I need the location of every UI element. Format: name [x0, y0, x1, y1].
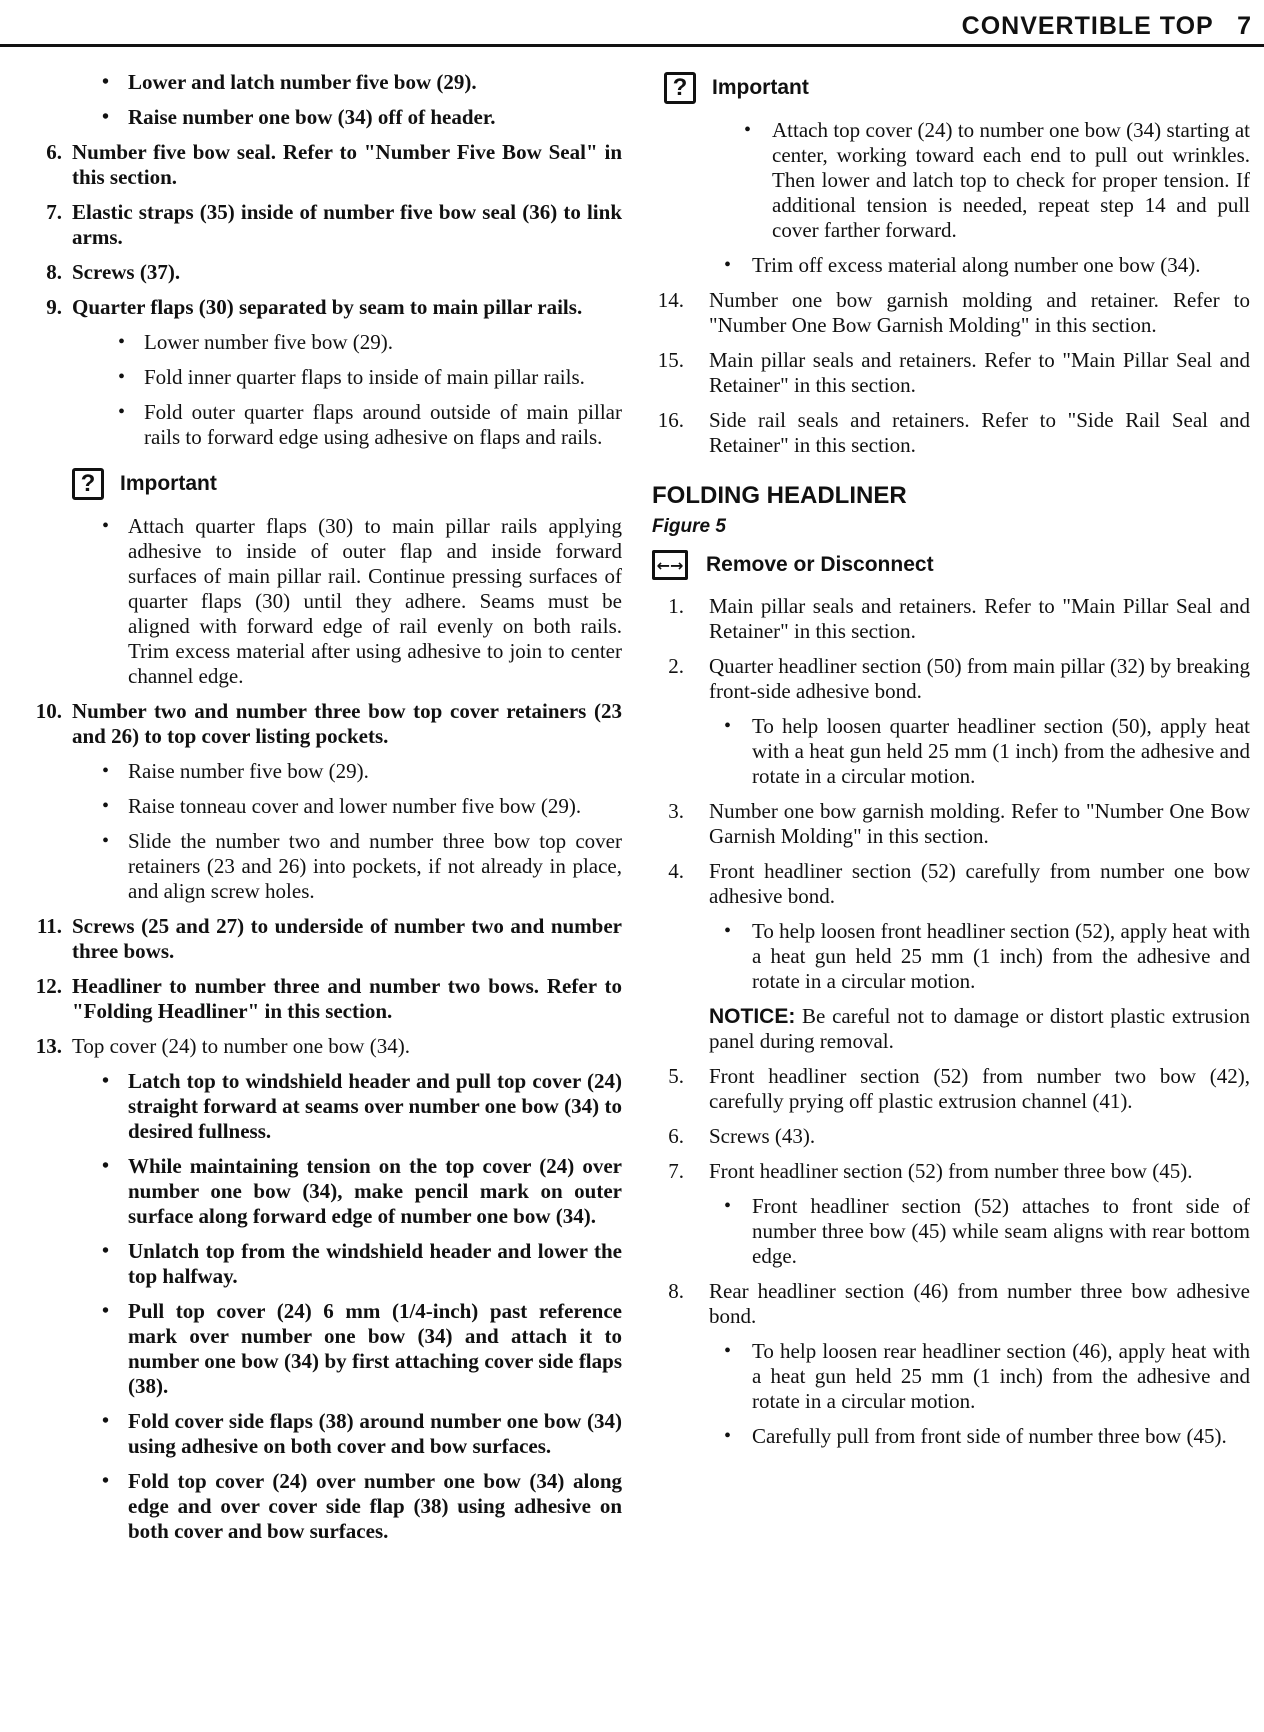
bullet-loosen-rear: • To help loosen rear headliner section (46), apply heat with a heat gun held 25 mm (1 inch) from the adhesive and rotate in a circular motion. — [652, 1339, 1250, 1414]
step-text: Headliner to number three and number two bows. Refer to "Folding Headliner" in this section. — [72, 974, 622, 1023]
step-15 — [652, 348, 1250, 398]
step-8 — [22, 260, 622, 285]
page-header-title: CONVERTIBLE TOP 7 — [961, 12, 1252, 40]
step-number: 6. — [668, 1124, 684, 1148]
step-number: 16. — [657, 408, 684, 432]
step-14 — [652, 288, 1250, 338]
bullet-loosen-quarter: • To help loosen quarter headliner section (50), apply heat with a heat gun held 25 mm (1 inch) from the adhesive and rotate in a circular motion. — [652, 714, 1250, 789]
step-number: 7. — [46, 200, 62, 224]
step-number: 3. — [668, 799, 684, 823]
remove-step-3 — [652, 799, 1250, 849]
bullet-fold-side-flaps: • Fold cover side flaps (38) around number one bow (34) using adhesive on both cover and bow surfaces. — [22, 1409, 622, 1459]
step-number: 8. — [668, 1279, 684, 1303]
important-callout — [72, 468, 622, 500]
step-text: Side rail seals and retainers. Refer to "Side Rail Seal and Retainer" in this section. — [709, 408, 1250, 457]
step-13 — [22, 1034, 622, 1059]
remove-step-1 — [652, 594, 1250, 644]
important-label: Important — [120, 472, 217, 495]
step-11 — [22, 914, 622, 964]
step-text: Front headliner section (52) carefully from number one bow adhesive bond. — [709, 859, 1250, 908]
step-12 — [22, 974, 622, 1024]
bullet-slide-retainers: • Slide the number two and number three bow top cover retainers (23 and 26) into pockets, if not already in place, and align screw holes. — [22, 829, 622, 904]
remove-label: Remove or Disconnect — [706, 553, 934, 576]
remove-step-6 — [652, 1124, 1250, 1149]
bullet-lower-latch-five: • Lower and latch number five bow (29). — [22, 70, 622, 95]
step-7 — [22, 200, 622, 250]
step-10 — [22, 699, 622, 749]
notice-paragraph — [652, 1004, 1250, 1054]
step-6 — [22, 140, 622, 190]
bullet-fold-inner-flaps: • Fold inner quarter flaps to inside of main pillar rails. — [22, 365, 622, 390]
step-text: Screws (43). — [709, 1124, 816, 1148]
step-text: Front headliner section (52) from number three bow (45). — [709, 1159, 1193, 1183]
step-number: 1. — [668, 594, 684, 618]
step-number: 12. — [35, 974, 62, 998]
step-text: Number one bow garnish molding. Refer to "Number One Bow Garnish Molding" in this section. — [709, 799, 1250, 848]
step-number: 14. — [657, 288, 684, 312]
step-number: 5. — [668, 1064, 684, 1088]
step-text: Number five bow seal. Refer to "Number Five Bow Seal" in this section. — [72, 140, 622, 189]
page-header — [0, 0, 1264, 48]
step-9 — [22, 295, 622, 320]
bullet-pencil-mark: • While maintaining tension on the top cover (24) over number one bow (34), make pencil mark on outer surface along forward edge of number one bow (34). — [22, 1154, 622, 1229]
bullet-attach-top-cover: • Attach top cover (24) to number one bow (34) starting at center, working toward each end to pull out wrinkles. Then lower and latch top to check for proper tension. If additional tension is needed, repeat step 14 and pull cover farther forward. — [652, 118, 1250, 243]
step-text: Quarter flaps (30) separated by seam to main pillar rails. — [72, 295, 583, 319]
bullet-raise-one-bow: • Raise number one bow (34) off of header. — [22, 105, 622, 130]
notice-label: NOTICE: — [709, 1005, 796, 1028]
notice-text: Be careful not to damage or distort plastic extrusion panel during removal. — [709, 1004, 1250, 1053]
remove-arrows-icon: ←→ — [652, 550, 688, 580]
step-text: Main pillar seals and retainers. Refer to "Main Pillar Seal and Retainer" in this section. — [709, 348, 1250, 397]
remove-step-5 — [652, 1064, 1250, 1114]
bullet-loosen-front: • To help loosen front headliner section (52), apply heat with a heat gun held 25 mm (1 inch) from the adhesive and rotate in a circular motion. — [652, 919, 1250, 994]
remove-callout — [652, 550, 1250, 580]
step-number: 9. — [46, 295, 62, 319]
remove-step-4 — [652, 859, 1250, 909]
figure-reference: Figure 5 — [652, 516, 726, 537]
step-number: 2. — [668, 654, 684, 678]
step-number: 15. — [657, 348, 684, 372]
bullet-front-attaches: • Front headliner section (52) attaches to front side of number three bow (45) while seam aligns with rear bottom edge. — [652, 1194, 1250, 1269]
step-16 — [652, 408, 1250, 458]
step-text: Number one bow garnish molding and retainer. Refer to "Number One Bow Garnish Molding" in this section. — [709, 288, 1250, 337]
section-title: FOLDING HEADLINER — [652, 482, 907, 509]
step-text: Screws (37). — [72, 260, 181, 284]
important-label: Important — [712, 76, 809, 99]
step-text: Main pillar seals and retainers. Refer to "Main Pillar Seal and Retainer" in this section. — [709, 594, 1250, 643]
remove-step-8 — [652, 1279, 1250, 1329]
bullet-raise-tonneau: • Raise tonneau cover and lower number five bow (29). — [22, 794, 622, 819]
left-column — [22, 70, 622, 1554]
step-number: 4. — [668, 859, 684, 883]
remove-step-2 — [652, 654, 1250, 704]
step-text: Top cover (24) to number one bow (34). — [72, 1034, 410, 1058]
right-column — [652, 70, 1250, 1459]
step-number: 13. — [35, 1034, 62, 1058]
step-number: 11. — [36, 914, 62, 938]
step-number: 8. — [46, 260, 62, 284]
bullet-pull-top-cover: • Pull top cover (24) 6 mm (1/4-inch) past reference mark over number one bow (34) and attach it to number one bow (34) by first attaching cover side flaps (38). — [22, 1299, 622, 1399]
step-text: Number two and number three bow top cover retainers (23 and 26) to top cover listing pockets. — [72, 699, 622, 748]
bullet-raise-five: • Raise number five bow (29). — [22, 759, 622, 784]
important-icon: ? — [664, 72, 696, 104]
step-number: 6. — [46, 140, 62, 164]
bullet-trim-excess: • Trim off excess material along number one bow (34). — [652, 253, 1250, 278]
bullet-latch-top: • Latch top to windshield header and pull top cover (24) straight forward at seams over number one bow (34) to desired fullness. — [22, 1069, 622, 1144]
bullet-lower-five: • Lower number five bow (29). — [22, 330, 622, 355]
step-text: Quarter headliner section (50) from main pillar (32) by breaking front-side adhesive bond. — [709, 654, 1250, 703]
remove-step-7 — [652, 1159, 1250, 1184]
bullet-fold-top-cover: • Fold top cover (24) over number one bow (34) along edge and over cover side flap (38) using adhesive on both cover and bow surfaces. — [22, 1469, 622, 1544]
bullet-fold-outer-flaps: • Fold outer quarter flaps around outside of main pillar rails to forward edge using adhesive on flaps and rails. — [22, 400, 622, 450]
header-rule — [0, 44, 1264, 47]
bullet-unlatch-top: • Unlatch top from the windshield header and lower the top halfway. — [22, 1239, 622, 1289]
important-icon: ? — [72, 468, 104, 500]
step-text: Rear headliner section (46) from number three bow adhesive bond. — [709, 1279, 1250, 1328]
step-number: 7. — [668, 1159, 684, 1183]
step-text: Screws (25 and 27) to underside of number two and number three bows. — [72, 914, 622, 963]
step-text: Front headliner section (52) from number two bow (42), carefully prying off plastic extrusion channel (41). — [709, 1064, 1250, 1113]
step-text: Elastic straps (35) inside of number five bow seal (36) to link arms. — [72, 200, 622, 249]
bullet-attach-quarter-flaps: • Attach quarter flaps (30) to main pillar rails applying adhesive to inside of outer flap and inside forward surfaces of main pillar rail. Continue pressing surfaces of quarter flaps (30) until they adhere. Seams must be aligned with forward edge of rail evenly on both rails. Trim excess material after using adhesive to join to center channel edge. — [22, 514, 622, 689]
important-callout — [664, 72, 1250, 104]
step-number: 10. — [35, 699, 62, 723]
bullet-pull-front-side: • Carefully pull from front side of number three bow (45). — [652, 1424, 1250, 1449]
